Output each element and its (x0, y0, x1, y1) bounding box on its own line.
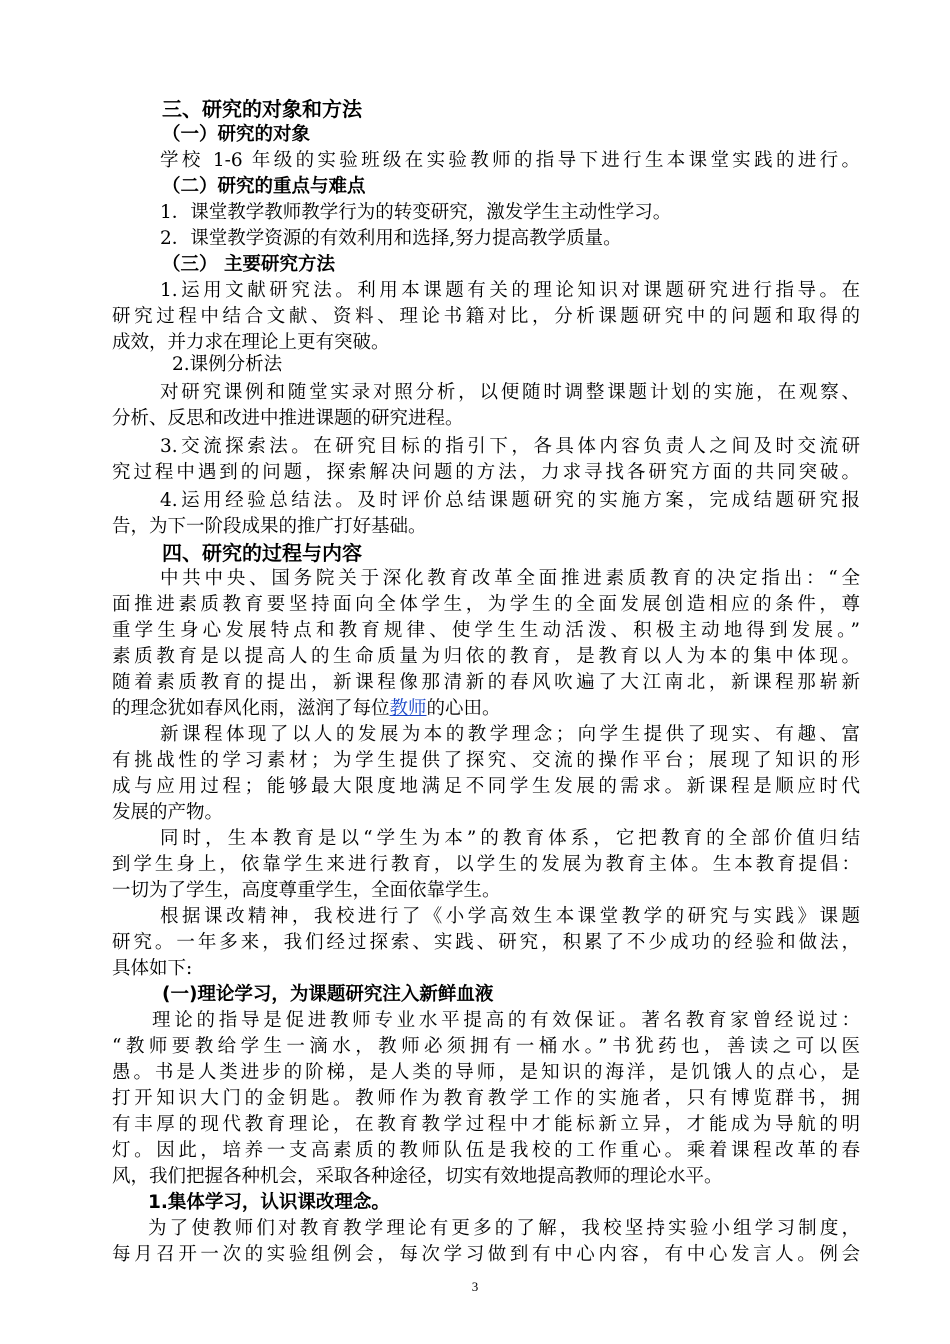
section-heading: 三、研究的对象和方法 (162, 97, 362, 121)
paragraph-line: 愚。书是人类进步的阶梯，是人类的导师，是知识的海洋，是饥饿人的点心，是 (112, 1062, 860, 1083)
list-item-heading: 1.集体学习，认识课改理念。 (148, 1192, 390, 1213)
paragraph-line: 研究。一年多来，我们经过探索、实践、研究，积累了不少成功的经验和做法， (112, 932, 860, 953)
paragraph-line: 风，我们把握各种机会，采取各种途径，切实有效地提高教师的理论水平。 (112, 1166, 723, 1187)
list-item: 2．课堂教学资源的有效利用和选择,努力提高教学质量。 (160, 228, 622, 249)
paragraph-line: 每月召开一次的实验组例会，每次学习做到有中心内容，有中心发言人。例会 (112, 1244, 860, 1265)
paragraph-line: 具体如下: (112, 958, 193, 979)
paragraph-line: 究过程中遇到的问题，探索解决问题的方法，力求寻找各研究方面的共同突破。 (112, 462, 860, 483)
paragraph-text: 的心田。 (426, 698, 501, 719)
paragraph-line: 灯。因此，培养一支高素质的教师队伍是我校的工作重心。乘着课程改革的春 (112, 1140, 860, 1161)
paragraph-line: 一切为了学生，高度尊重学生，全面依靠学生。 (112, 880, 501, 901)
paragraph-line: 随着素质教育的提出，新课程像那清新的春风吹遍了大江南北，新课程那崭新 (112, 672, 860, 693)
paragraph-line: 理论的指导是促进教师专业水平提高的有效保证。著名教育家曾经说过： (152, 1010, 860, 1031)
subsection-heading: （一）研究的对象 (162, 124, 311, 145)
paragraph-line: 分析、反思和改进中推进课题的研究进程。 (112, 408, 464, 429)
paragraph-line: 重学生身心发展特点和教育规律、使学生生动活泼、积极主动地得到发展。” (112, 620, 860, 641)
paragraph-line: 中共中央、国务院关于深化教育改革全面推进素质教育的决定指出：“全 (160, 568, 860, 589)
paragraph-line: 发展的产物。 (112, 802, 224, 823)
paragraph-line: 打开知识大门的金钥匙。教师作为教育教学工作的实施者，只有博览群书，拥 (112, 1088, 860, 1109)
section-heading: 四、研究的过程与内容 (162, 541, 362, 565)
paragraph-line: 有丰厚的现代教育理论，在教育教学过程中才能标新立异，才能成为导航的明 (112, 1114, 860, 1135)
paragraph-line: 成与应用过程；能够最大限度地满足不同学生发展的需求。新课程是顺应时代 (112, 776, 860, 797)
paragraph-line: 1.运用文献研究法。利用本课题有关的理论知识对课题研究进行指导。在 (160, 280, 860, 301)
subsection-heading: （二）研究的重点与难点 (162, 176, 366, 197)
list-item: 1．课堂教学教师教学行为的转变研究，激发学生主动性学习。 (160, 202, 672, 223)
subsection-heading: (一)理论学习，为课题研究注入新鲜血液 (162, 984, 494, 1005)
paragraph-line: 素质教育是以提高人的生命质量为归依的教育，是教育以人为本的集中体现。 (112, 646, 860, 667)
paragraph-line: 面推进素质教育要坚持面向全体学生，为学生的全面发展创造相应的条件，尊 (112, 594, 860, 615)
paragraph-line (112, 696, 860, 722)
paragraph-text: 的理念犹如春风化雨，滋润了每位 (112, 698, 390, 719)
paragraph-line: 新课程体现了以人的发展为本的教学理念；向学生提供了现实、有趣、富 (160, 724, 860, 745)
paragraph-line: 3.交流探索法。在研究目标的指引下，各具体内容负责人之间及时交流研 (160, 436, 860, 457)
paragraph-line: 学校 1-6 年级的实验班级在实验教师的指导下进行生本课堂实践的进行。 (160, 150, 860, 171)
paragraph-line: 到学生身上，依靠学生来进行教育，以学生的发展为教育主体。生本教育提倡： (112, 854, 860, 875)
list-item: 2.课例分析法 (172, 354, 283, 375)
paragraph-line: 根据课改精神，我校进行了《小学高效生本课堂教学的研究与实践》课题 (160, 906, 860, 927)
paragraph-line: 告，为下一阶段成果的推广打好基础。 (112, 516, 427, 537)
paragraph-line: 成效，并力求在理论上更有突破。 (112, 332, 390, 353)
teacher-link[interactable]: 教师 (389, 698, 427, 719)
paragraph-line: 为了使教师们对教育教学理论有更多的了解，我校坚持实验小组学习制度， (148, 1218, 860, 1239)
subsection-heading: （三） 主要研究方法 (162, 254, 335, 275)
paragraph-line: 对研究课例和随堂实录对照分析，以便随时调整课题计划的实施，在观察、 (160, 382, 860, 403)
paragraph-line: 研究过程中结合文献、资料、理论书籍对比，分析课题研究中的问题和取得的 (112, 306, 860, 327)
paragraph-line: “教师要教给学生一滴水，教师必须拥有一桶水。”书犹药也，善读之可以医 (112, 1036, 860, 1057)
paragraph-line: 同时，生本教育是以“学生为本”的教育体系，它把教育的全部价值归结 (160, 828, 860, 849)
paragraph-line: 4.运用经验总结法。及时评价总结课题研究的实施方案，完成结题研究报 (160, 490, 860, 511)
paragraph-line: 有挑战性的学习素材；为学生提供了探究、交流的操作平台；展现了知识的形 (112, 750, 860, 771)
page-number: 3 (471, 1279, 479, 1294)
